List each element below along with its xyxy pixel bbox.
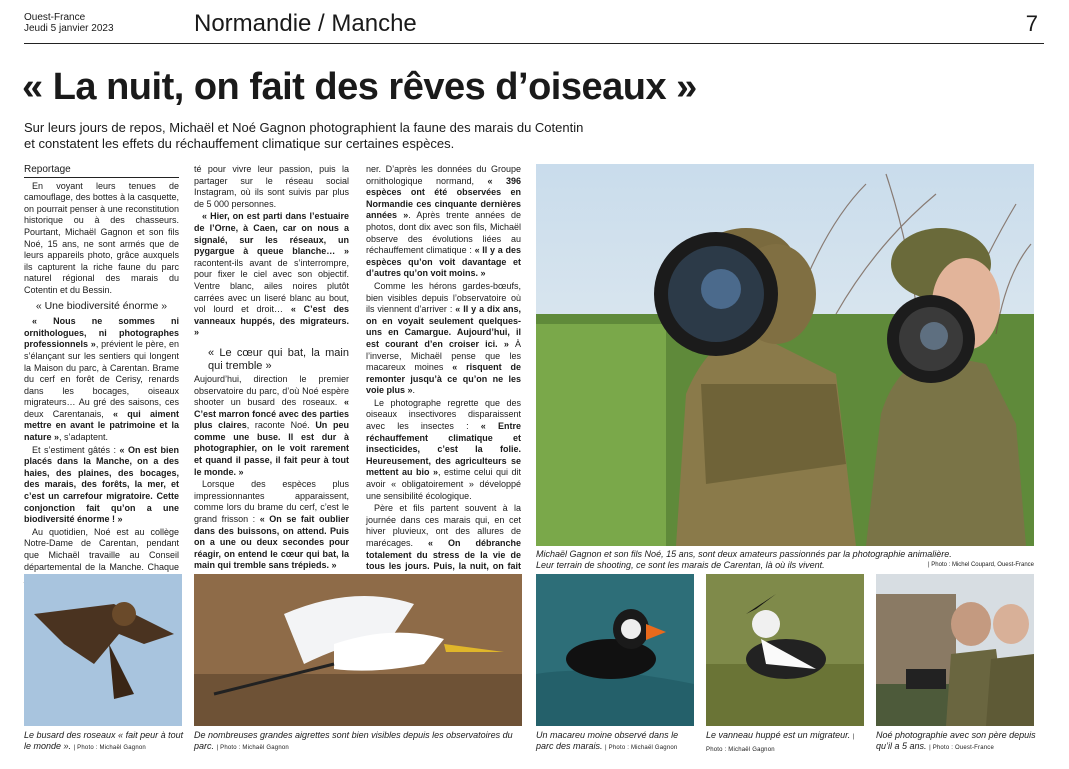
photo-caption: Un macareu moine observé dans le parc des marais. | Photo : Michaël Gagnon	[536, 730, 679, 751]
headline: « La nuit, on fait des rêves d’oiseaux »	[22, 66, 697, 108]
subhead: « Une biodiversité énorme »	[35, 299, 168, 312]
paragraph: Lorsque des espèces plus impressionnantes apparaissent, comme lors du brame du cerf, c’est le grand frisson : « On se fait oublier dans des buissons, on attend. Puis on a une ou deux secondes pour réagir, on entend le cœur qui bat, la main qui tremble sans trépieds. »	[194, 479, 349, 571]
photo-father-son	[876, 574, 1034, 726]
paragraph: Et s’estiment gâtés : « On est bien placés dans la Manche, on a des haies, des plaines, des bocages, des marais, des forêts, la mer, et c’est un carrefour migratoire. Cette conjonction fait qu’on a une biodiversité énorme ! »	[24, 444, 179, 525]
paragraph: En voyant leurs tenues de camouflage, des bottes à la casquette, on pourrait penser à une reconstitution historique ou à des chasseurs. Pourtant, Michaël Gagnon et son fils Noé, 15 ans, ne sont armés que de leurs appareils photo, grâce auxquels ils capturent la riche faune du parc naturel régional des marais du Cotentin et du Bessin.	[24, 180, 179, 295]
paragraph: Au quotidien, Noé est au collège Notre-Dame de Carentan, pendant que Michaël travaille au Conseil départemental de la Manche. Chaque	[24, 526, 179, 572]
masthead	[24, 8, 1044, 44]
article-column-1	[24, 164, 179, 586]
paragraph: Comme les hérons gardes-bœufs, bien visibles depuis l’observatoire où ils viennent d’arriver : « Il y a dix ans, on en voyait seulement quelques-uns en Camargue. Aujourd’hui, il est courant d’en croiser ici. » À l’inverse, Michaël pense que les macareux moines « risquent de remonter jusqu’à ce qu’on ne les voie plus ».	[366, 280, 522, 396]
photo-marsh-harrier	[24, 574, 182, 726]
main-photo-credit: | Photo : Michel Coupard, Ouest-France	[928, 562, 1034, 568]
standfirst-line: Sur leurs jours de repos, Michaël et Noé Gagnon photographient la faune des marais du Cotentin	[24, 120, 584, 135]
main-photo-photographers	[536, 164, 1034, 546]
paragraph: Aujourd’hui, direction le premier observatoire du parc, d’où Noé espère shooter un busard des roseaux. « C’est marron foncé avec des parties plus claires, raconte Noé. Un peu comme une buse. Il est dur à photographier, on le voit rarement et quand il passe, il fait peur à tout le monde. »	[194, 373, 349, 477]
paragraph: « Nous ne sommes ni ornithologues, ni photographes professionnels », prévient le père, en s’élançant sur les sentiers qui longent la Maison du parc, à Carentan. Brame du cerf en forêt de Cerisy, renards dans les bocages, oiseaux migrateurs… Au gré des saisons, ces deux Carentanais, « qui aiment mettre en avant le patrimoine et la nature », s’adaptent.	[24, 316, 179, 443]
paragraph: té pour vivre leur passion, puis la partager sur le réseau social Instagram, où ils sont suivis par plus de 5 000 personnes.	[194, 164, 349, 209]
paragraph: ner. D’après les données du Groupe ornithologique normand, « 396 espèces ont été observées en Normandie ces cinquante dernières années ». Après trente années de photos, dont dix avec son fils, Michaël observe des évolutions liées au réchauffement climatique : « Il y a des espèces qu’on voit davantage et d’autres qu’on voit moins. »	[366, 164, 522, 279]
standfirst	[24, 120, 644, 152]
publication-date: Jeudi 5 janvier 2023	[24, 23, 114, 34]
photo-caption: Le vanneau huppé est un migrateur. | Photo : Michaël Gagnon	[706, 730, 855, 753]
pull-quote: « Le cœur qui bat, la main qui tremble »	[208, 346, 349, 372]
photo-caption: Noé photographie avec son père depuis qu’il a 5 ans. | Photo : Ouest-France	[876, 730, 1036, 751]
photo-lapwing	[706, 574, 864, 726]
photo-caption: De nombreuses grandes aigrettes sont bien visibles depuis les observatoires du parc. | Photo : Michaël Gagnon	[194, 730, 513, 751]
paragraph: Le photographe regrette que des oiseaux insectivores disparaissent avec les insectes : « Entre réchauffement climatique et insecticides, c’est la folie. Heureusement, des agriculteurs se mettent au bio », estime celui qui dit avoir « obligatoirement » développé une sensibilité écologique.	[366, 397, 521, 501]
paragraph: « Hier, on est parti dans l’estuaire de l’Orne, à Caen, car on nous a signalé, sur les réseaux, un pygargue à queue blanche… » racontent-ils avant de s’interrompre, pour fixer le ciel avec son objectif. Ventre blanc, ailes noires plutôt carrées avec un liseré blanc au bout, vol lourd et droit… « C’est des vanneaux huppés, des migrateurs. »	[194, 211, 349, 338]
photo-great-egret	[194, 574, 522, 726]
article-column-2	[194, 164, 349, 597]
standfirst-line: et constatent les effets du réchauffement climatique sur certaines espèces.	[24, 136, 455, 151]
photo-puffin	[536, 574, 694, 726]
photo-caption: Le busard des roseaux « fait peur à tout le monde ». | Photo : Michaël Gagnon	[24, 730, 184, 751]
paragraph: Père et fils partent souvent à la journée dans ces marais qui, en cet hiver pluvieux, ont des allures de marécages. « On débranche totalement du stress de la vie de tous les jours. Puis, la nuit, on fait	[366, 503, 521, 572]
publication-info	[24, 12, 114, 34]
page-number: 7	[1025, 11, 1038, 36]
section-title: Normandie / Manche	[194, 10, 417, 37]
main-photo-caption: Michaël Gagnon et son fils Noé, 15 ans, sont deux amateurs passionnés par la photographie animalière. Leur terrain de shooting, ce sont les marais de Carentan, là où ils vivent.	[536, 549, 952, 570]
publication-name: Ouest-France	[24, 12, 86, 23]
kicker: Reportage	[24, 164, 179, 178]
article-column-3	[366, 164, 521, 599]
